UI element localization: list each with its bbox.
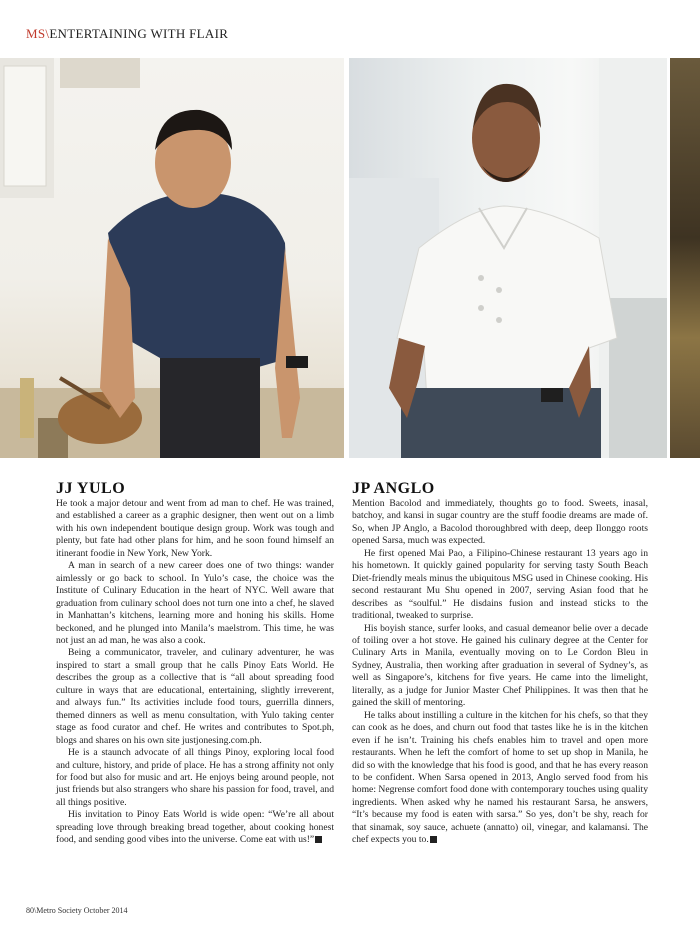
jp-anglo-illustration [349, 58, 667, 458]
chef-name-jj-yulo: JJ YULO [56, 480, 126, 497]
photo-jj-yulo [0, 58, 344, 458]
end-of-article-icon [430, 836, 437, 843]
photo-edge-strip [670, 58, 700, 458]
article-jp-anglo [352, 480, 648, 847]
photo-jp-anglo [349, 58, 667, 458]
paragraph-text: His invitation to Pinoy Eats World is wide open: “We’re all about spreading love through breaking bread together, about cooking honest food, and sending good vibes into the universe. Come eat with us!” [56, 809, 334, 846]
photo-spread [0, 58, 700, 458]
article-jj-yulo [56, 480, 334, 847]
chef-name-jp-anglo: JP ANGLO [352, 480, 435, 497]
paragraph: A man in search of a new career does one of two things: wander aimlessly or go back to school. In Yulo’s case, the choice was the Institute of Culinary Education in the heart of NYC. Well aware that graduation from culinary school does not turn one into a chef, he slaved in Manhattan’s kitchens, learning more and honing his skills. Home beckoned, and he plunged into Manila’s maelstrom. This time, he was not just an ad man, he was also a cook. [56, 560, 334, 646]
paragraph: He took a major detour and went from ad man to chef. He was trained, and established a career as a graphic designer, then went out on a limb with his own independent boutique design group. Work was tough and plenty, but fate had other plans for him, and he soon found himself an itinerant foodie in New York, New York. [56, 498, 334, 559]
jj-yulo-illustration [0, 58, 344, 458]
page-footer: 80\Metro Society October 2014 [26, 906, 128, 915]
end-of-article-icon [315, 836, 322, 843]
paragraph: His boyish stance, surfer looks, and casual demeanor belie over a decade of toiling over a hot stove. He gained his culinary degree at the Center for Culinary Arts in Manila, eventually moving on to Le Cordon Bleu in Sydney, Australia, then working after graduation in several of Sydney’s, as well as Singapore’s, kitchens for five years. He came into the limelight, literally, as a judge for Junior Master Chef Philippines. It was then that he gained the skill of mentoring. [352, 622, 648, 709]
section-title: ENTERTAINING WITH FLAIR [49, 26, 229, 41]
section-header [26, 26, 228, 42]
paragraph: Mention Bacolod and immediately, thoughts go to food. Sweets, inasal, batchoy, and kansi in sugar country are the stuff foodie dreams are made of. So, when JP Anglo, a Bacolod thoroughbred with deep, deep Ilonggo roots opened Sarsa, much was expected. [352, 498, 648, 547]
paragraph: Being a communicator, traveler, and culinary adventurer, he was inspired to start a small group that he calls Pinoy Eats World. He describes the group as a collective that is “all about spreading food culture in ways that are educational, entertaining, slightly irreverent, and always fun.” Its activities include food tours, guerrilla dinners, themed dinners as well as menu consultation, with Yulo taking center stage as food curator and chef. He writes and contributes to Spot.ph, blogs and shares on his own site justjonesing.com.ph. [56, 647, 334, 746]
paragraph: He is a staunch advocate of all things Pinoy, exploring local food and culture, history, and pride of place. He has a strong affinity not only for food but also for music and art. He enjoys being around people, not just friends but also strangers who share his passion for food, travel, and all things positive. [56, 747, 334, 808]
paragraph-last [352, 710, 648, 847]
section-prefix: MS\ [26, 26, 50, 41]
paragraph: He first opened Mai Pao, a Filipino-Chinese restaurant 13 years ago in his hometown. It quickly gained popularity for serving tasty South Beach Diet-friendly meals minus the ubiquitous MSG used in Chinese cooking. His second restaurant Mu Shu opened in 2007, serving Asian food that he describes as “soulful.” He disdains fusion and instead sticks to the traditional, tweaked to surprise. [352, 547, 648, 622]
paragraph-text: He talks about instilling a culture in the kitchen for his chefs, so that they can cook as he does, and churn out food that tastes like he is in the kitchen even if he isn’t. Training his chefs enables him to travel and open more restaurants. When he left the comfort of home to set up shop in Manila, he did so with the knowledge that his food is good, and that he has every reason to be confident. When Sarsa opened in 2013, Anglo served food from his home: Negrense comfort food done with contemporary touches using quality ingredients. When asked why he named his restaurant Sarsa, he answers, “It’s because my food is eaten with sarsa.” So yes, don’t be shy, reach for that sinamak, soy sauce, achuete (annatto) oil, vinegar, and kalamansi. The chef expects you to. [352, 709, 648, 846]
paragraph-last [56, 809, 334, 846]
